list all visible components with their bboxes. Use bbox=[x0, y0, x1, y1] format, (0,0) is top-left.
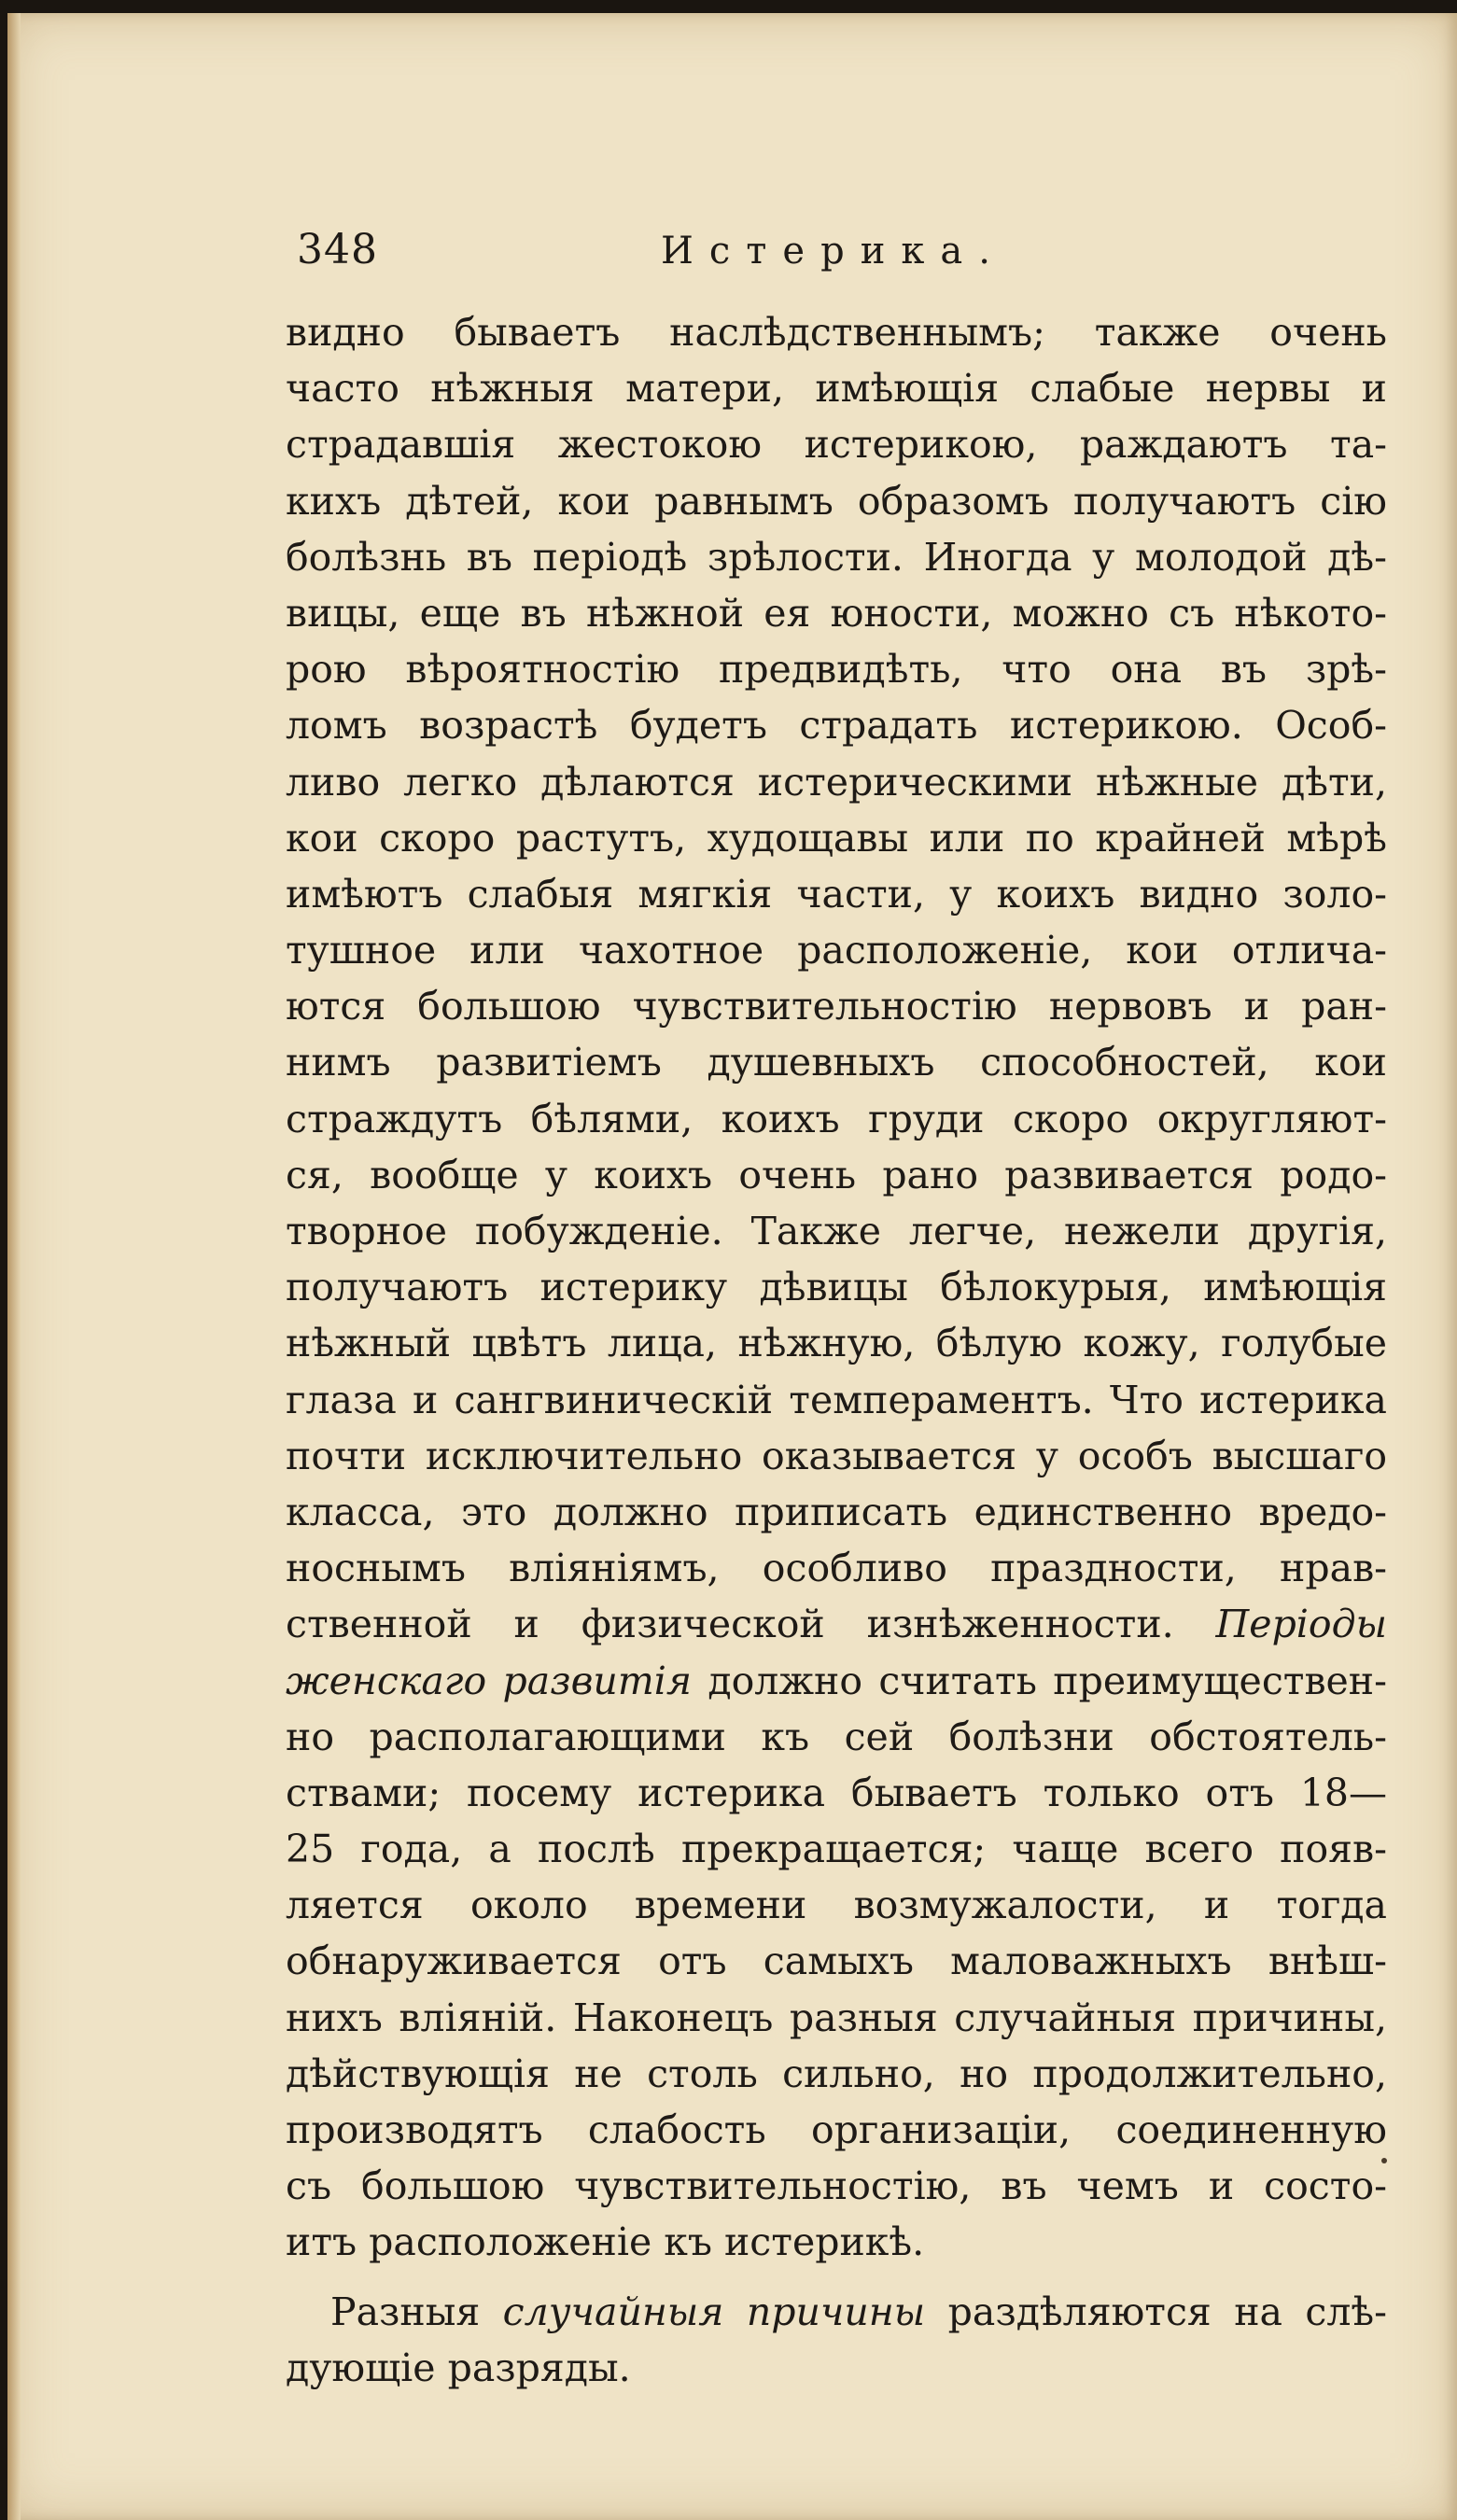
text-line-with-italic bbox=[286, 1596, 1387, 1652]
text-line: страждутъ бѣлями, коихъ груди скоро округляют- bbox=[286, 1096, 1387, 1141]
text-segment: ственной и физической изнѣженности. bbox=[286, 1602, 1174, 1647]
text-line: нѣжный цвѣтъ лица, нѣжную, бѣлую кожу, голубые bbox=[286, 1321, 1387, 1366]
text-line: класса, это должно приписать единственно вредо- bbox=[286, 1489, 1387, 1534]
text-line: ся, вообще у коихъ очень рано развивается родо- bbox=[286, 1152, 1387, 1197]
text-line: рою вѣроятностію предвидѣть, что она въ зрѣ- bbox=[286, 647, 1387, 693]
text-line: кои скоро растутъ, худощавы или по крайней мѣрѣ bbox=[286, 815, 1387, 861]
text-line: часто нѣжныя матери, имѣющія слабые нервы и bbox=[286, 366, 1387, 412]
text-line: видно бываетъ наслѣдственнымъ; также очень bbox=[286, 310, 1387, 355]
text-line: глаза и сангвиническій темпераментъ. Что истерика bbox=[286, 1377, 1387, 1422]
text-line: итъ расположеніе къ истерикѣ. bbox=[286, 2219, 925, 2265]
text-line: ются большою чувствительностію нервовъ и ран- bbox=[286, 984, 1387, 1029]
text-line: почти исключительно оказывается у особъ высшаго bbox=[286, 1433, 1387, 1478]
running-title: Истерика. bbox=[661, 230, 1006, 273]
text-line: ломъ возрастѣ будетъ страдать истерикою. Особ- bbox=[286, 703, 1387, 749]
text-line: производятъ слабость организаціи, соединенную bbox=[286, 2107, 1387, 2152]
text-segment: Разныя bbox=[330, 2289, 481, 2334]
text-line: творное побужденіе. Также легче, нежели другія, bbox=[286, 1209, 1387, 1253]
text-segment: раздѣляются на слѣ- bbox=[947, 2289, 1387, 2334]
text-line: страдавшія жестокою истерикою, раждаютъ та- bbox=[286, 422, 1387, 468]
text-line: ляется около времени возмужалости, и тогда bbox=[286, 1883, 1387, 1928]
text-line: дѣйствующія не столь сильно, но продолжительно, bbox=[286, 2051, 1387, 2096]
paragraph-gap bbox=[286, 2271, 1387, 2284]
text-line: 25 года, а послѣ прекращается; чаще всего появ- bbox=[286, 1827, 1387, 1872]
book-page bbox=[7, 13, 1457, 2520]
text-line-with-italic bbox=[286, 1653, 1387, 1709]
text-line: имѣютъ слабыя мягкія части, у коихъ видно золо- bbox=[286, 871, 1387, 917]
text-segment: должно считать преимуществен- bbox=[707, 1658, 1387, 1703]
text-line: нимъ развитіемъ душевныхъ способностей, кои bbox=[286, 1040, 1387, 1085]
page-header bbox=[297, 226, 1380, 282]
text-line: тушное или чахотное расположеніе, кои отлича- bbox=[286, 928, 1387, 973]
italic-phrase: Періоды bbox=[1215, 1602, 1387, 1647]
text-line: съ большою чувствительностію, въ чемъ и состо- bbox=[286, 2163, 1387, 2209]
text-line: дующіе разряды. bbox=[286, 2345, 631, 2390]
body-text bbox=[286, 304, 1387, 2396]
text-line: нихъ вліяній. Наконецъ разныя случайныя причины, bbox=[286, 1995, 1387, 2040]
text-line: ствами; посему истерика бываетъ только отъ 18— bbox=[286, 1770, 1387, 1815]
page-edge bbox=[7, 13, 21, 2520]
ink-speck bbox=[1381, 2158, 1387, 2163]
text-line: болѣзнь въ періодѣ зрѣлости. Иногда у молодой дѣ- bbox=[286, 534, 1387, 580]
text-line: вицы, еще въ нѣжной ея юности, можно съ нѣкото- bbox=[286, 590, 1387, 636]
text-line: кихъ дѣтей, кои равнымъ образомъ получаютъ сію bbox=[286, 478, 1387, 524]
text-line: получаютъ истерику дѣвицы бѣлокурыя, имѣющія bbox=[286, 1265, 1387, 1310]
text-line: носнымъ вліяніямъ, особливо праздности, нрав- bbox=[286, 1546, 1387, 1591]
text-line: но располагающими къ сей болѣзни обстоятель- bbox=[286, 1714, 1387, 1759]
italic-phrase: женскаго развитія bbox=[286, 1658, 692, 1703]
page-number: 348 bbox=[297, 226, 378, 273]
text-line-with-italic bbox=[286, 2284, 1387, 2340]
italic-phrase: случайныя причины bbox=[502, 2289, 926, 2334]
text-line: ливо легко дѣлаются истерическими нѣжные дѣти, bbox=[286, 759, 1387, 805]
text-line: обнаруживается отъ самыхъ маловажныхъ внѣш- bbox=[286, 1939, 1387, 1984]
